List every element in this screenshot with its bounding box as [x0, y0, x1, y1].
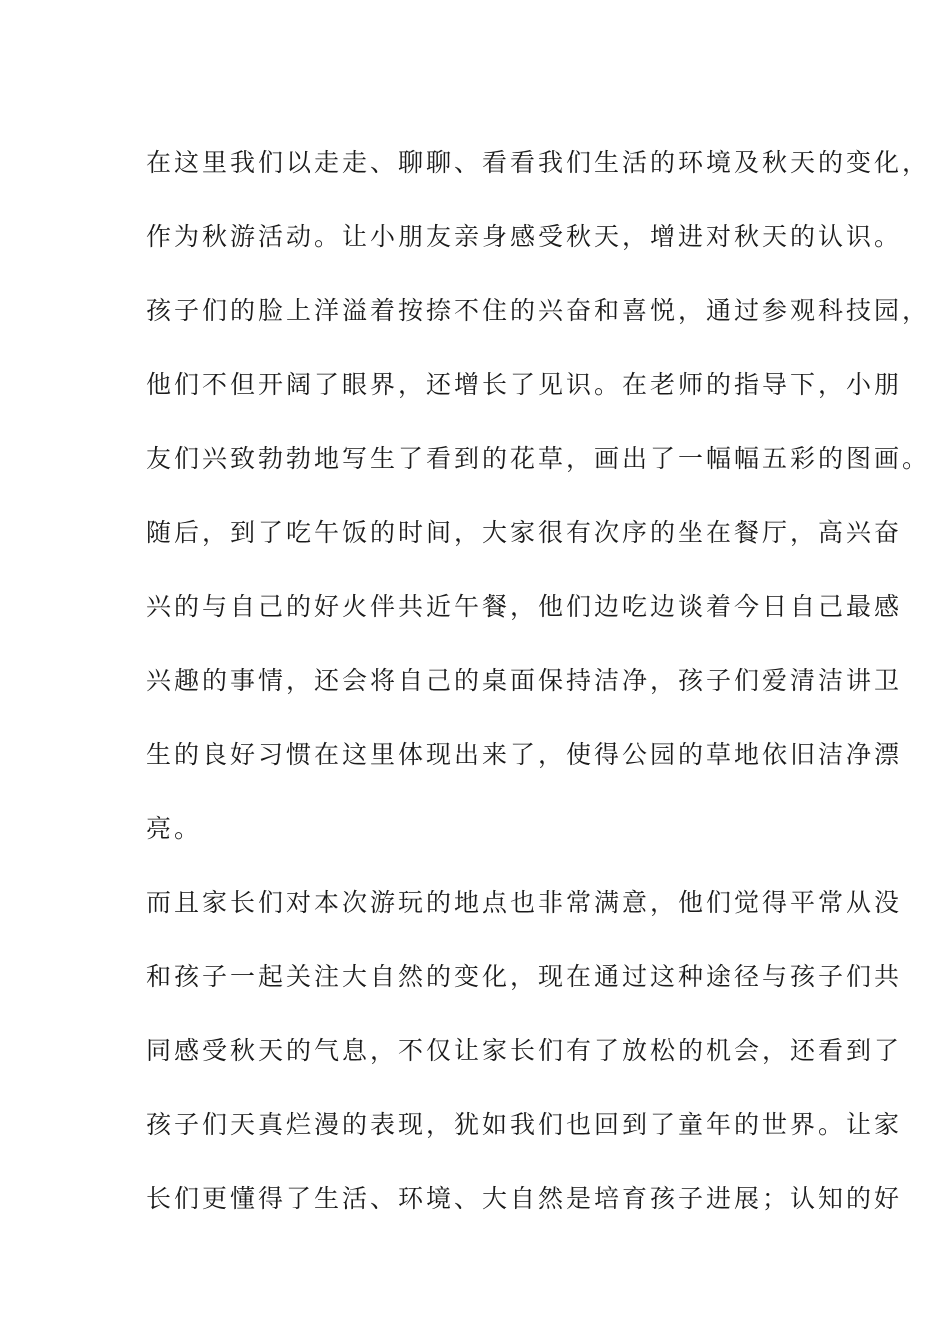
- text-line-3: 孩子们的脸上洋溢着按捺不住的兴奋和喜悦，通过参观科技园，: [146, 296, 931, 325]
- text-line-6: 随后，到了吃午饭的时间，大家很有次序的坐在餐厅，高兴奋: [146, 518, 903, 547]
- text-line-7: 兴的与自己的好火伴共近午餐，他们边吃边谈着今日自己最感: [146, 592, 903, 621]
- text-line-2: 作为秋游活动。让小朋友亲身感受秋天，增进对秋天的认识。: [146, 222, 903, 251]
- text-line-14: 孩子们天真烂漫的表现，犹如我们也回到了童年的世界。让家: [146, 1110, 903, 1139]
- text-line-11: 而且家长们对本次游玩的地点也非常满意，他们觉得平常从没: [146, 888, 903, 917]
- text-line-5: 友们兴致勃勃地写生了看到的花草，画出了一幅幅五彩的图画。: [146, 444, 931, 473]
- text-line-15: 长们更懂得了生活、环境、大自然是培育孩子进展；认知的好: [146, 1184, 903, 1213]
- text-line-4: 他们不但开阔了眼界，还增长了见识。在老师的指导下，小朋: [146, 370, 903, 399]
- text-line-8: 兴趣的事情，还会将自己的桌面保持洁净，孩子们爱清洁讲卫: [146, 666, 903, 695]
- text-line-9: 生的良好习惯在这里体现出来了，使得公园的草地依旧洁净漂: [146, 740, 903, 769]
- text-line-13: 同感受秋天的气息，不仅让家长们有了放松的机会，还看到了: [146, 1036, 903, 1065]
- text-line-1: 在这里我们以走走、聊聊、看看我们生活的环境及秋天的变化，: [146, 148, 931, 177]
- body-text: [146, 126, 931, 1236]
- text-line-12: 和孩子一起关注大自然的变化，现在通过这种途径与孩子们共: [146, 962, 903, 991]
- text-line-10: 亮。: [146, 814, 203, 843]
